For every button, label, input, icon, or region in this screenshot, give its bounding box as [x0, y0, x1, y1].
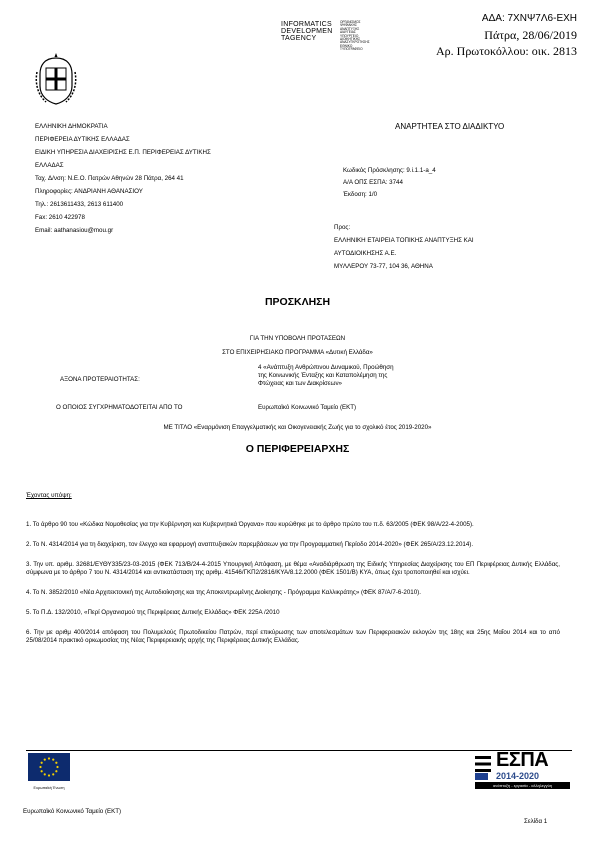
sender-address: Ταχ. Δ/νση: Ν.Ε.Ο. Πατρών Αθηνών 28 Πάτρα, 264 41 [35, 175, 184, 182]
greek-coat-of-arms-icon [34, 52, 78, 108]
footer-fund-text: Ευρωπαϊκό Κοινωνικό Ταμείο (ΕΚΤ) [23, 808, 122, 815]
consideration-item: 1. Το άρθρο 90 του «Κώδικα Νομοθεσίας για την Κυβέρνηση και Κυβερνητικά Όργανα» που κυρώθηκε με το άρθρο πρώτο του π.δ. 63/2005 (ΦΕΚ 98/Α/22-4-2005). [26, 521, 474, 528]
eu-star-icon [44, 773, 46, 775]
recipient-address: ΜΥΛΛΕΡΟΥ 73-77, 104 36, ΑΘΗΝΑ [334, 263, 433, 270]
ida-gr-line: ΕΘΝΙΚΟ [340, 43, 353, 48]
sender-line: ΠΕΡΙΦΕΡΕΙΑ ΔΥΤΙΚΗΣ ΕΛΛΑΔΑΣ [35, 136, 130, 143]
eu-star-icon [52, 759, 54, 761]
consideration-item: 6. Την με αριθμ 400/2014 απόφαση του Πολυμελούς Πρωτοδικείου Πατρών, περί επικύρωσης των αποτελεσμάτων των Περιφερειακών εκλογών της 18ης και 25ης Μαΐου 2014 και το από 25/08/2014 πρακτικό ορκωμοσίας της Νέας Περιφερειακής αρχής της Περιφέρειας Δυτικής Ελλάδας. [26, 629, 560, 644]
eu-star-icon [48, 757, 50, 759]
ida-gr-line: ΥΠΟΥΡΓΕΙΟ [340, 33, 359, 38]
page-number: Σελίδα 1 [524, 818, 548, 825]
espa-symbol-icon [472, 753, 494, 775]
ida-gr-line: ΟΡΓΑΝΙΣΜΟΣ [340, 20, 361, 24]
fund-label: Ο ΟΠΟΙΟΣ ΣΥΓΧΡΗΜΑΤΟΔΟΤΕΙΤΑΙ ΑΠΟ ΤΟ [56, 404, 183, 411]
protocol-number: Αρ. Πρωτοκόλλου: οικ. 2813 [436, 44, 577, 58]
eu-flag-icon [28, 753, 70, 781]
ida-line-3: TAGENCY [281, 35, 317, 42]
sender-block [35, 123, 211, 240]
informatics-agency-logo [281, 21, 376, 51]
call-subject: ΜΕ ΤΙΤΛΟ «Εναρμόνιση Επαγγελματικής και Οικογενειακής Ζωής για το σχολικό έτος 2019-2020» [163, 424, 432, 431]
consideration-item: 4. Το Ν. 3852/2010 «Νέα Αρχιτεκτονική της Αυτοδιοίκησης και της Αποκεντρωμένης Διοίκησης - Πρόγραμμα Καλλικράτης» (ΦΕΚ 87/Α/7-6-2010). [26, 589, 421, 596]
recipient-to: Προς: [334, 224, 351, 231]
eu-star-icon [56, 766, 58, 768]
considerations-list [26, 521, 560, 657]
eu-star-icon [48, 774, 50, 776]
eu-star-icon [52, 773, 54, 775]
ida-gr-line: ΤΥΠΟΓΡΑΦΕΙΟ [340, 47, 363, 52]
espa-tagline: ανάπτυξη - εργασία - αλληλεγγύη [475, 782, 570, 789]
ida-line-1: INFORMATICS [281, 21, 333, 28]
sender-line: ΕΛΛΗΝΙΚΗ ΔΗΜΟΚΡΑΤΙΑ [35, 123, 108, 130]
ida-gr-line: ΔΙΟΙΚΗΤΙΚΗΣ [340, 37, 361, 42]
call-code: Κωδικός Πρόσκλησης: 9.i.1.1-a_4 [343, 167, 436, 174]
publish-notice: ΑΝΑΡΤΗΤΕΑ ΣΤΟ ΔΙΑΔΙΚΤΥΟ [395, 122, 505, 131]
eu-star-icon [55, 762, 57, 764]
eu-star-icon [55, 770, 57, 772]
ida-gr-line: ΨΗΦΙΑΚΗΣ [340, 23, 357, 28]
diavgeia-stamp [387, 11, 577, 59]
consideration-item: 2. Το Ν. 4314/2014 για τη διαχείριση, τον έλεγχο και εφαρμογή αναπτυξιακών παρεμβάσεων για την Προγραμματική Περίοδο 2014-2020» (ΦΕΚ 265/Α/23.12.2014). [26, 541, 474, 548]
ida-gr-line: ΑΝΑΠΤΥΞΗΣ [340, 26, 360, 31]
sender-phone: Τηλ.: 2613611433, 2613 611400 [35, 201, 124, 208]
document-title: ΠΡΟΣΚΛΗΣΗ [264, 296, 331, 308]
call-codes [343, 167, 436, 203]
sender-line: ΕΙΔΙΚΗ ΥΠΗΡΕΣΙΑ ΔΙΑΧΕΙΡΙΣΗΣ Ε.Π. ΠΕΡΙΦΕΡΕΙΑΣ ΔΥΤΙΚΗΣ [35, 149, 211, 156]
recipient-line: ΕΛΛΗΝΙΚΗ ΕΤΑΙΡΕΙΑ ΤΟΠΙΚΗΣ ΑΝΑΠΤΥΞΗΣ ΚΑΙ [334, 237, 474, 244]
sender-line: ΕΛΛΑΔΑΣ [35, 162, 64, 169]
axis-label: ΑΞΟΝΑ ΠΡΟΤΕΡΑΙΟΤΗΤΑΣ: [60, 376, 140, 383]
ops-espa-number: Α/Α ΟΠΣ ΕΣΠΑ: 3744 [343, 179, 403, 186]
espa-logo [472, 749, 572, 792]
consideration-item: 5. Το Π.Δ. 132/2010, «Περί Οργανισμού της Περιφέρειας Δυτικής Ελλάδας» ΦΕΚ 225Α /2010 [26, 609, 280, 616]
ida-logo-en [281, 21, 333, 42]
axis-line: 4 «Ανάπτυξη Ανθρώπινου Δυναμικού, Προώθηση [258, 364, 394, 371]
ida-line-2: DEVELOPMEN [281, 28, 333, 35]
ada-number: ΑΔΑ: 7ΧΝΨ7Λ6-ΕΧΗ [481, 13, 577, 24]
ida-gr-line: ΔΙΑΥΓΕΙΑΣ [340, 30, 356, 35]
sender-email: Email: aathanasiou@mou.gr [35, 227, 114, 234]
axis-line: της Κοινωνικής Ένταξης και Καταπολέμηση της [258, 372, 388, 379]
sender-contact-person: Πληροφορίες: ΑΝΔΡΙΑΝΗ ΑΘΑΝΑΣΙΟΥ [35, 188, 143, 195]
considering-heading: Έχοντας υπόψη: [26, 492, 72, 499]
stamp-date: Πάτρα, 28/06/2019 [484, 28, 577, 42]
eu-caption: Ευρωπαϊκή Ένωση [33, 786, 65, 790]
consideration-item: 3. Την υπ. αριθμ. 32681/ΕΥΘΥ335/23-03-2015 (ΦΕΚ 713/Β/24-4-2015 Υπουργική Απόφαση, με θέμα «Αναδιάρθρωση της Ειδικής Υπηρεσίας Διαχείρισης του ΕΠ Περιφέρειας Δυτικής Ελλάδας, σύμφωνα με το άρθρο 7 του Ν. 4314/2014 και αντικατάσταση της αριθμ. 41546/ΓΚΠ2/2816/ΚΥΑ/8.12.2000 (ΦΕΚ 1501/Β) ΚΥΑ, όπως έχει τροποποιηθεί και ισχύει. [26, 561, 560, 576]
eu-flag-logo [28, 753, 70, 790]
recipient-block [334, 224, 474, 276]
espa-years: 2014-2020 [496, 771, 540, 781]
eu-star-icon [41, 770, 43, 772]
intro-line: ΣΤΟ ΕΠΙΧΕΙΡΗΣΙΑΚΟ ΠΡΟΓΡΑΜΜΑ «Δυτική Ελλάδα» [222, 349, 373, 356]
eu-star-icon [41, 762, 43, 764]
ida-gr-line: ΑΝΑΣΥΓΚΡΟΤΗΣΗΣ [340, 40, 370, 45]
axis-line: Φτώχειας και των Διακρίσεων» [258, 380, 342, 387]
sender-fax: Fax: 2610 422978 [35, 214, 85, 221]
eu-star-icon [39, 766, 41, 768]
regional-governor-heading: Ο ΠΕΡΙΦΕΡΕΙΑΡΧΗΣ [245, 443, 350, 455]
recipient-line: ΑΥΤΟΔΙΟΙΚΗΣΗΣ Α.Ε. [334, 250, 397, 257]
fund-value: Ευρωπαϊκό Κοινωνικό Ταμείο (ΕΚΤ) [258, 404, 357, 411]
ida-logo-gr [340, 21, 376, 52]
intro-line: ΓΙΑ ΤΗΝ ΥΠΟΒΟΛΗ ΠΡΟΤΑΣΕΩΝ [249, 335, 346, 342]
axis-value [258, 364, 394, 388]
espa-wordmark: ΕΣΠΑ [496, 749, 549, 771]
eu-star-icon [44, 759, 46, 761]
version: Έκδοση: 1/0 [343, 191, 378, 198]
footer-divider [26, 750, 572, 751]
eu-mini-flag-icon [475, 773, 488, 780]
